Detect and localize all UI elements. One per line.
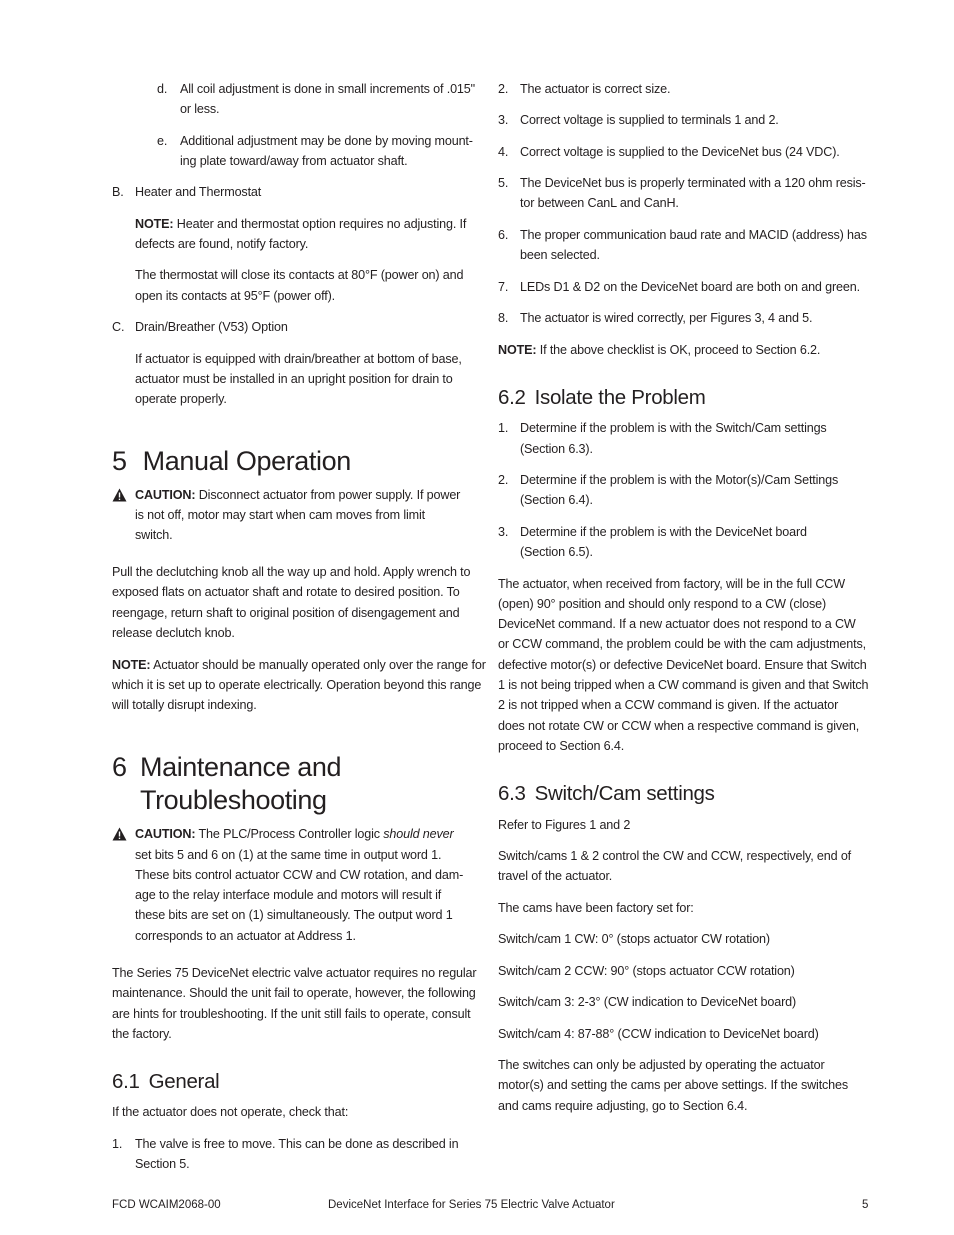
list-item-text: been selected.	[520, 248, 600, 262]
section-title: Maintenance and	[140, 752, 342, 782]
section-number: 6.3	[498, 782, 526, 805]
list-item-text: The valve is free to move. This can be done as described in	[135, 1137, 459, 1151]
cam-setting: Switch/cam 3: 2-3° (CW indication to DeviceNet board)	[498, 995, 797, 1009]
paragraph-line: and cams require adjusting, go to Section 6.4.	[498, 1099, 748, 1113]
paragraph-line: or CCW command, the problem could be with the cam adjustments,	[498, 637, 866, 651]
list-item-text: Section 5.	[135, 1157, 190, 1171]
list-item-text: tor between CanL and CanH.	[520, 196, 679, 210]
paragraph-line: (open) 90° position and should only respond to a CW (close)	[498, 597, 827, 611]
note-text: If the above checklist is OK, proceed to Section 6.2.	[536, 343, 821, 357]
section-heading-6	[112, 751, 127, 784]
caution-text: Disconnect actuator from power supply. If power	[195, 488, 461, 502]
note-text: will totally disrupt indexing.	[112, 698, 257, 712]
paragraph-line: 1 is not being tripped when a CW command is given and that Switch	[498, 678, 869, 692]
list-marker: 8.	[498, 311, 509, 325]
note-text: which it is set up to operate electrically. Operation beyond this range	[112, 678, 482, 692]
caution-paragraph	[135, 485, 460, 505]
caution-text: is not off, motor may start when cam moves from limit	[135, 508, 425, 522]
paragraph-line: reengage, return shaft to original position of disengagement and	[112, 606, 460, 620]
list-marker: 5.	[498, 176, 509, 190]
list-marker: 4.	[498, 145, 509, 159]
note-text: defects are found, notify factory.	[135, 237, 309, 251]
section-heading-5	[112, 445, 351, 478]
list-marker: 6.	[498, 228, 509, 242]
paragraph-line: operate properly.	[135, 392, 227, 406]
paragraph-line: release declutch knob.	[112, 626, 235, 640]
cam-setting: Switch/cam 1 CW: 0° (stops actuator CW rotation)	[498, 932, 770, 946]
paragraph-line: If actuator is equipped with drain/breather at bottom of base,	[135, 352, 462, 366]
section-title: Troubleshooting	[140, 785, 327, 815]
paragraph-line: motor(s) and setting the cams per above settings. If the switches	[498, 1078, 849, 1092]
note-paragraph	[112, 655, 486, 675]
subsection-heading-6-1	[112, 1070, 219, 1094]
paragraph-line: actuator must be installed in an upright position for drain to	[135, 372, 453, 386]
document-title: DeviceNet Interface for Series 75 Electric Valve Actuator	[328, 1199, 615, 1211]
caution-label: CAUTION:	[135, 488, 196, 502]
section-title: General	[148, 1070, 220, 1093]
paragraph-line: The cams have been factory set for:	[498, 901, 694, 915]
list-item-text: ing plate toward/away from actuator shaft.	[180, 154, 408, 168]
caution-text: these bits are set on (1) simultaneously. The output word 1	[135, 908, 453, 922]
paragraph-line: maintenance. Should the unit fail to operate, however, the following	[112, 986, 476, 1000]
section-title: Manual Operation	[142, 446, 351, 476]
paragraph-line: If the actuator does not operate, check that:	[112, 1105, 349, 1119]
cam-setting: Switch/cam 4: 87-88° (CCW indication to DeviceNet board)	[498, 1027, 819, 1041]
subsection-heading-6-2	[498, 386, 706, 410]
paragraph-line: The Series 75 DeviceNet electric valve actuator requires no regular	[112, 966, 477, 980]
note-label: NOTE:	[498, 343, 537, 357]
list-marker: 2.	[498, 473, 509, 487]
section-title: Isolate the Problem	[534, 386, 706, 409]
caution-paragraph	[135, 824, 454, 844]
list-item-text: Determine if the problem is with the Motor(s)/Cam Settings	[520, 473, 839, 487]
cam-setting: Switch/cam 2 CCW: 90° (stops actuator CCW rotation)	[498, 964, 795, 978]
document-code: FCD WCAIM2068-00	[112, 1199, 221, 1211]
note-paragraph	[498, 340, 820, 360]
paragraph-line: open its contacts at 95°F (power off).	[135, 289, 336, 303]
list-marker: e.	[157, 134, 168, 148]
warning-triangle-icon	[112, 827, 127, 841]
list-item-text: LEDs D1 & D2 on the DeviceNet board are both on and green.	[520, 280, 860, 294]
caution-text: The PLC/Process Controller logic	[195, 827, 384, 841]
paragraph-line: the factory.	[112, 1027, 172, 1041]
note-text: Heater and thermostat option requires no adjusting. If	[173, 217, 467, 231]
warning-triangle-icon	[112, 488, 127, 502]
list-item-text: The actuator is correct size.	[520, 82, 671, 96]
list-item-text: Additional adjustment may be done by moving mount-	[180, 134, 473, 148]
paragraph-line: The thermostat will close its contacts at 80°F (power on) and	[135, 268, 464, 282]
section-number: 6.2	[498, 386, 526, 409]
section-number: 5	[112, 446, 127, 476]
caution-label: CAUTION:	[135, 827, 196, 841]
list-item-text: Correct voltage is supplied to terminals 1 and 2.	[520, 113, 779, 127]
paragraph-line: defective motor(s) or defective DeviceNet board. Ensure that Switch	[498, 658, 867, 672]
note-text: Actuator should be manually operated only over the range for	[150, 658, 486, 672]
paragraph-line: proceed to Section 6.4.	[498, 739, 625, 753]
note-label: NOTE:	[135, 217, 174, 231]
paragraph-line: are hints for troubleshooting. If the unit still fails to operate, consult	[112, 1007, 471, 1021]
paragraph-line: 2 is not tripped when a CCW command is given. If the actuator	[498, 698, 839, 712]
subsection-heading: Heater and Thermostat	[135, 185, 262, 199]
list-marker: 3.	[498, 113, 509, 127]
section-title: Switch/Cam settings	[534, 782, 715, 805]
section-number: 6.1	[112, 1070, 140, 1093]
paragraph-line: Pull the declutching knob all the way up and hold. Apply wrench to	[112, 565, 471, 579]
section-number: 6	[112, 752, 127, 782]
paragraph-line: Refer to Figures 1 and 2	[498, 818, 631, 832]
caution-emphasis: should never	[383, 827, 454, 841]
paragraph-line: The actuator, when received from factory, will be in the full CCW	[498, 577, 845, 591]
list-marker: 7.	[498, 280, 509, 294]
list-item-text: The actuator is wired correctly, per Figures 3, 4 and 5.	[520, 311, 813, 325]
list-marker: C.	[112, 320, 125, 334]
note-paragraph	[135, 214, 466, 234]
paragraph-line: Switch/cams 1 & 2 control the CW and CCW, respectively, end of	[498, 849, 852, 863]
list-item-text: All coil adjustment is done in small increments of .015" or less.	[180, 82, 475, 117]
list-marker: 1.	[112, 1137, 123, 1151]
caution-text: set bits 5 and 6 on (1) at the same time in output word 1.	[135, 848, 442, 862]
caution-text: corresponds to an actuator at Address 1.	[135, 929, 356, 943]
list-item-text: The DeviceNet bus is properly terminated with a 120 ohm resis-	[520, 176, 866, 190]
list-marker: d.	[157, 82, 168, 96]
list-marker: 2.	[498, 82, 509, 96]
paragraph-line: exposed flats on actuator shaft and rotate to desired position. To	[112, 585, 460, 599]
paragraph-line: The switches can only be adjusted by operating the actuator	[498, 1058, 825, 1072]
caution-text: switch.	[135, 528, 173, 542]
list-item-text: (Section 6.4).	[520, 493, 593, 507]
paragraph-line: DeviceNet command. If a new actuator does not respond to a CW	[498, 617, 856, 631]
list-item-text: Determine if the problem is with the DeviceNet board	[520, 525, 807, 539]
list-item-text: (Section 6.3).	[520, 442, 593, 456]
subsection-heading: Drain/Breather (V53) Option	[135, 320, 288, 334]
list-marker: 1.	[498, 421, 509, 435]
list-marker: B.	[112, 185, 124, 199]
list-item-text: The proper communication baud rate and MACID (address) has	[520, 228, 867, 242]
list-item-text: Correct voltage is supplied to the DeviceNet bus (24 VDC).	[520, 145, 840, 159]
caution-text: age to the relay interface module and motors will result if	[135, 888, 442, 902]
caution-text: These bits control actuator CCW and CW rotation, and dam-	[135, 868, 464, 882]
page-number: 5	[862, 1199, 869, 1211]
note-label: NOTE:	[112, 658, 151, 672]
list-item-text: Determine if the problem is with the Switch/Cam settings	[520, 421, 827, 435]
paragraph-line: travel of the actuator.	[498, 869, 613, 883]
list-marker: 3.	[498, 525, 509, 539]
subsection-heading-6-3	[498, 782, 715, 806]
list-item-text: (Section 6.5).	[520, 545, 593, 559]
paragraph-line: does not rotate CW or CCW when a respective command is given,	[498, 719, 860, 733]
